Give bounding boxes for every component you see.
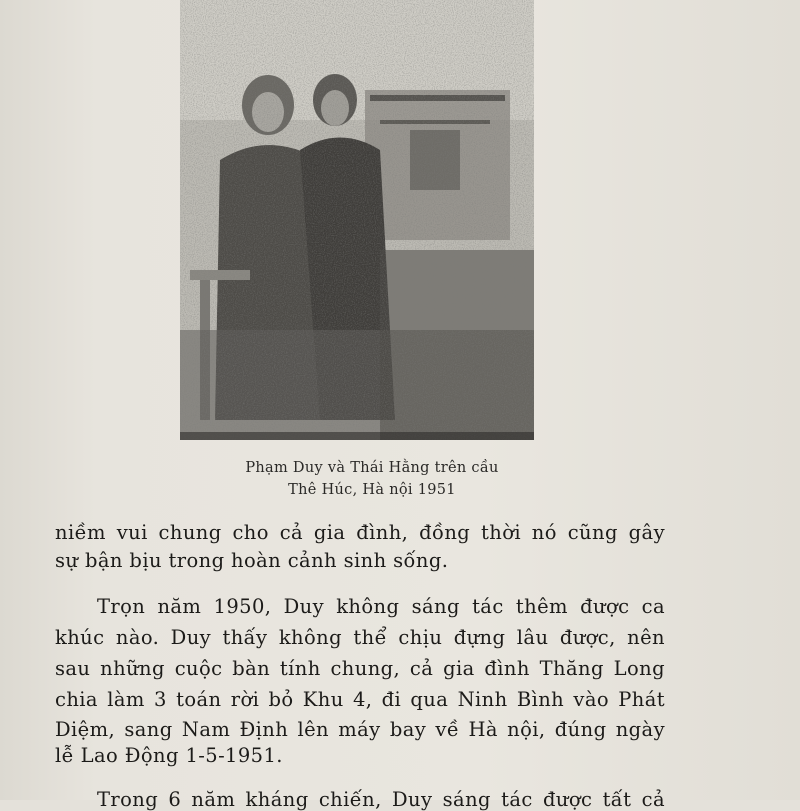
- body-text-line: chia làm 3 toán rời bỏ Khu 4, đi qua Ninh Bình vào Phát: [55, 688, 665, 711]
- body-text-line: niềm vui chung cho cả gia đình, đồng thời nó cũng gây: [55, 521, 665, 544]
- photo-caption-line-1: Phạm Duy và Thái Hằng trên cầu: [245, 460, 499, 476]
- paragraph-first-line: Trong 6 năm kháng chiến, Duy sáng tác được tất cả: [97, 788, 665, 811]
- body-text-line: sự bận bịu trong hoàn cảnh sinh sống.: [55, 549, 449, 572]
- body-text-line: Diệm, sang Nam Định lên máy bay về Hà nội, đúng ngày: [55, 718, 665, 741]
- body-text-line: khúc nào. Duy thấy không thể chịu đựng lâu được, nên: [55, 626, 665, 649]
- body-text-line: sau những cuộc bàn tính chung, cả gia đình Thăng Long: [55, 657, 665, 680]
- body-text-line: lễ Lao Động 1-5-1951.: [55, 744, 283, 767]
- photo-caption-line-2: Thê Húc, Hà nội 1951: [288, 482, 456, 498]
- halftone-photo: [180, 0, 534, 440]
- paragraph-first-line: Trọn năm 1950, Duy không sáng tác thêm được ca: [97, 595, 665, 618]
